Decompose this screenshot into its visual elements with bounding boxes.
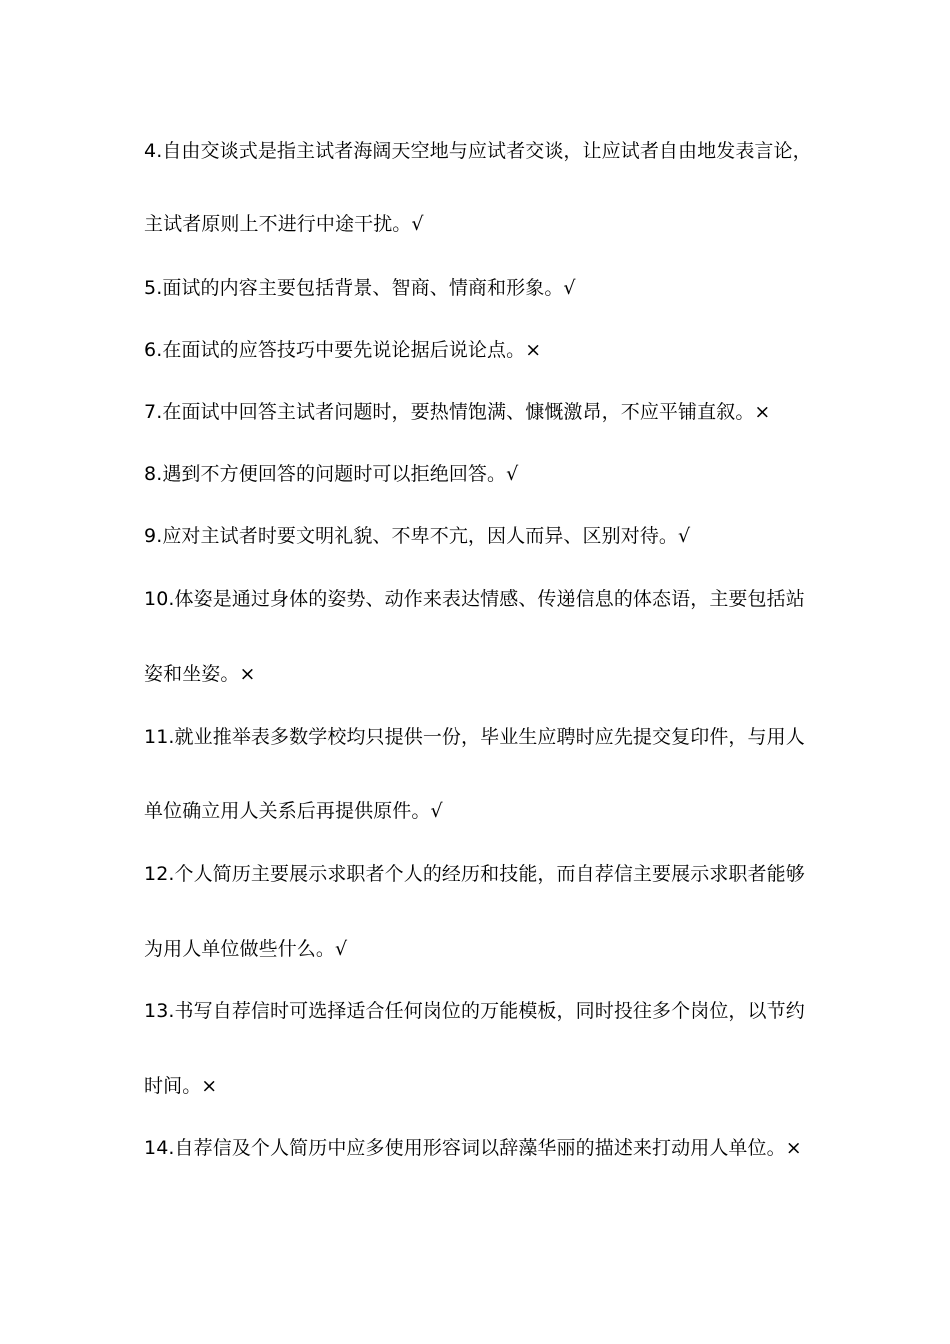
question-9: 9.应对主试者时要文明礼貌、不卑不亢，因人而异、区别对待。√ [144,525,691,547]
question-7: 7.在面试中回答主试者问题时，要热情饱满、慷慨激昂，不应平铺直叙。× [144,401,771,423]
question-10-line-1: 10.体姿是通过身体的姿势、动作来表达情感、传递信息的体态语，主要包括站 [144,588,805,610]
question-14: 14.自荐信及个人简历中应多使用形容词以辞藻华丽的描述来打动用人单位。× [144,1137,802,1159]
question-13-line-2: 时间。× [144,1075,218,1097]
question-11-line-1: 11.就业推举表多数学校均只提供一份，毕业生应聘时应先提交复印件，与用人 [144,726,805,748]
question-12-line-1: 12.个人简历主要展示求职者个人的经历和技能，而自荐信主要展示求职者能够 [144,863,805,885]
question-11-line-2: 单位确立用人关系后再提供原件。√ [144,800,443,822]
question-12-line-2: 为用人单位做些什么。√ [144,938,348,960]
question-8: 8.遇到不方便回答的问题时可以拒绝回答。√ [144,463,519,485]
question-13-line-1: 13.书写自荐信时可选择适合任何岗位的万能模板，同时投往多个岗位，以节约 [144,1000,805,1022]
question-4-line-2: 主试者原则上不进行中途干扰。√ [144,213,424,235]
question-6: 6.在面试的应答技巧中要先说论据后说论点。× [144,339,542,361]
question-10-line-2: 姿和坐姿。× [144,663,256,685]
question-4-line-1: 4.自由交谈式是指主试者海阔天空地与应试者交谈，让应试者自由地发表言论， [144,140,812,162]
question-5: 5.面试的内容主要包括背景、智商、情商和形象。√ [144,277,576,299]
